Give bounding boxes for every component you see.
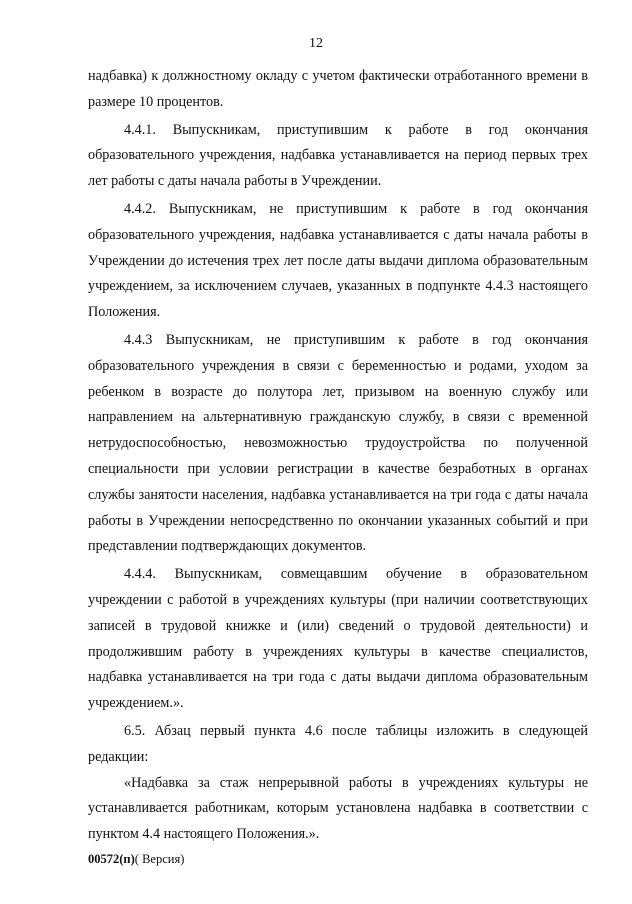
paragraph-4-4-1: 4.4.1. Выпускникам, приступившим к работе в год окончания образовательного учреждения, надбавка устанавливается на период первых трех лет работы с даты начала работы в Учреждении. [88,121,588,190]
document-footer [88,851,184,867]
document-body [88,64,588,848]
paragraph-4-4-2: 4.4.2. Выпускникам, не приступившим к работе в год окончания образовательного учреждения, надбавка устанавливается с даты начала работы в Учреждении до истечения трех лет после даты выдачи диплома образовательным учреждением, за исключением случаев, указанных в подпункте 4.4.3 настоящего Положения. [88,200,588,321]
paragraph-continuation: надбавка) к должностному окладу с учетом фактически отработанного времени в размере 10 процентов. [88,68,588,110]
paragraph-6-5: 6.5. Абзац первый пункта 4.6 после таблицы изложить в следующей редакции: [88,722,588,765]
page-number: 12 [309,36,323,51]
paragraph-4-4-4: 4.4.4. Выпускникам, совмещавшим обучение в образовательном учреждении с работой в учреждениях культуры (при наличии соответствующих записей в трудовой книжке и (или) сведений о трудовой деятельности) и продолжившим работу в учреждениях культуры в качестве специалистов, надбавка устанавливается на три года с даты выдачи диплома образовательным учреждением.». [88,566,588,712]
paragraph-4-4-3: 4.4.3 Выпускникам, не приступившим к работе в год окончания образовательного учреждения в связи с беременностью и родами, уходом за ребенком в возрасте до полутора лет, призывом на военную службу или направлением на альтернативную гражданскую службу, в связи с временной нетрудоспособностью, невозможностью трудоустройства по полученной специальности при условии регистрации в качестве безработных в органах службы занятости населения, надбавка устанавливается на три года с даты начала работы в Учреждении непосредственно по окончании указанных событий и при представлении подтверждающих документов. [88,331,588,555]
document-version: ( Версия) [134,852,185,866]
document-code: 00572(п) [88,852,135,866]
paragraph-quoted-text: «Надбавка за стаж непрерывной работы в учреждениях культуры не устанавливается работникам, которым установлена надбавка в соответствии с пунктом 4.4 настоящего Положения.». [88,774,588,843]
